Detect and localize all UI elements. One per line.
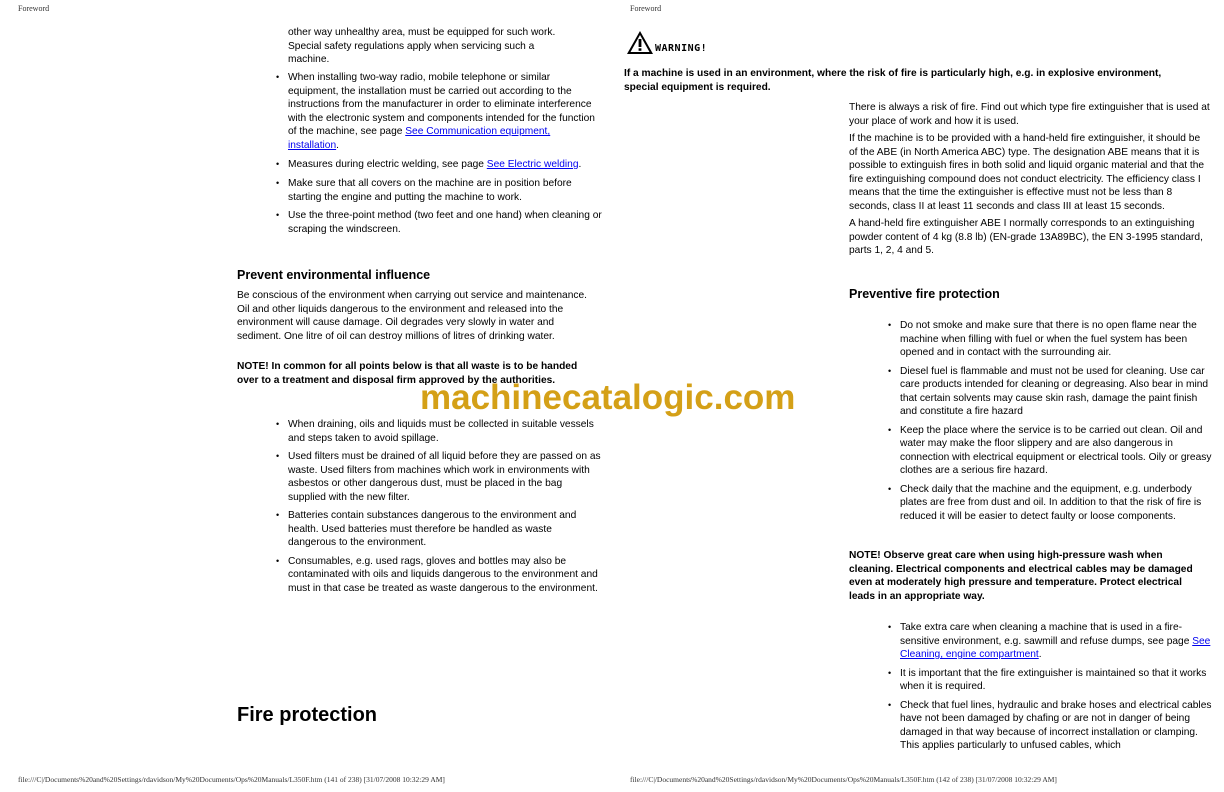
list-item: • When draining, oils and liquids must be collected in suitable vessels and steps taken to avoid spillage.	[276, 419, 594, 444]
warning-text: If a machine is used in an environment, where the risk of fire is particularly high, e.g. in explosive environment, special equipment is required.	[624, 68, 1162, 93]
list-item: • Measures during electric welding, see page See Electric welding.	[276, 159, 582, 170]
preventive-bullet-list	[888, 319, 1212, 528]
cleaning-engine-compartment-link[interactable]: See Cleaning, engine compartment	[900, 635, 1211, 660]
paragraph: If the machine is to be provided with a hand-held fire extinguisher, it should be of the ABE (in North America ABC) type. The designation ABE means that it is possible to extinguish fires in both solid and liquid organic material and that the fire extinguishing compound does not conduct electricity. The efficiency class I means that the time the extinguisher is effective must not be less than 8 seconds, class II at least 11 seconds and class III at least 15 seconds.	[849, 133, 1205, 212]
environment-paragraph: Be conscious of the environment when carrying out service and maintenance. Oil and other liquids dangerous to the environment and released into the environment will cause damage. Oil degrades very slowly in water and sediment. One litre of oil can destroy millions of litres of drinking water.	[237, 290, 587, 342]
list-item: • Do not smoke and make sure that there is no open flame near the machine when filling with fuel or when the fuel system has been opened and in contact with the surrounding air.	[888, 320, 1197, 358]
waste-bullet-list	[276, 418, 602, 600]
page-footer: file:///C|/Documents%20and%20Settings/rdavidson/My%20Documents/Ops%20Manuals/L350F.htm (141 of 238) [31/07/2008 10:32:29 AM]	[18, 775, 445, 784]
page-header: Foreword	[18, 4, 50, 13]
paragraph: A hand-held fire extinguisher ABE I normally corresponds to an extinguishing powder content of 4 kg (8.8 lb) (EN-grade 13A89BC), the EN 3-1995 standard, parts 1, 2, 4 and 5.	[849, 218, 1203, 256]
list-item: • It is important that the fire extinguisher is maintained so that it works when it is required.	[888, 667, 1207, 692]
list-item: • Use the three-point method (two feet and one hand) when cleaning or scraping the windscreen.	[276, 210, 602, 235]
safety-bullet-list	[276, 71, 602, 241]
list-item: • Diesel fuel is flammable and must not be used for cleaning. Use car care products intended for cleaning or degreasing. Also bear in mind that certain solvents may cause skin rash, damage the paint finish and constitute a fire hazard	[888, 365, 1209, 417]
intro-line: Special safety regulations apply when servicing such a	[288, 40, 535, 52]
list-item: • Used filters must be drained of all liquid before they are passed on as waste. Used filters from machines which work in environments with asbestos or other dangerous dust, must be placed in the bag supplied with the new filter.	[276, 451, 601, 503]
communication-equipment-link[interactable]: See Communication equipment, installation	[288, 126, 551, 151]
environment-note: NOTE! In common for all points below is that all waste is to be handed over to a treatment and disposal firm approved by the authorities.	[237, 361, 578, 386]
page-header: Foreword	[630, 4, 662, 13]
list-item: • Take extra care when cleaning a machine that is used in a fire-sensitive environment, e.g. sawmill and refuse dumps, see page See Cleaning, engine compartment.	[888, 622, 1211, 660]
paragraph: There is always a risk of fire. Find out which type fire extinguisher that is used at your place of work and how it is used.	[849, 102, 1210, 127]
fire-extinguisher-text	[849, 101, 1211, 258]
list-item: • When installing two-way radio, mobile telephone or similar equipment, the installation must be carried out according to the instructions from the manufacturer in order to eliminate interference with the electronic system and components intended for the function of the machine, see page See Communication equipment, installation.	[276, 72, 595, 151]
watermark: machinecatalogic.com	[420, 378, 796, 417]
intro-line: other way unhealthy area, must be equipped for such work.	[288, 27, 556, 38]
warning-triangle-icon	[626, 30, 654, 55]
section-title: Fire protection	[237, 704, 378, 726]
section-heading: Prevent environmental influence	[237, 268, 431, 282]
list-item: • Keep the place where the service is to be carried out clean. Oil and water may make the floor slippery and are also dangerous in connection with electrical equipment or electrical tools. Oily or greasy clothes are a serious fire hazard.	[888, 424, 1212, 476]
intro-text	[288, 26, 608, 67]
page-footer: file:///C|/Documents%20and%20Settings/rdavidson/My%20Documents/Ops%20Manuals/L350F.htm (142 of 238) [31/07/2008 10:32:29 AM]	[630, 775, 1057, 784]
list-item: • Check daily that the machine and the equipment, e.g. underbody plates are free from dust and oil. In addition to that the risk of fire is reduced it will be easier to detect faulty or loose components.	[888, 483, 1202, 522]
warning-banner	[626, 30, 707, 55]
warning-label: WARNING!	[655, 43, 708, 54]
intro-line: machine.	[288, 54, 330, 65]
list-item: • Batteries contain substances dangerous to the environment and health. Used batteries must therefore be handled as waste dangerous to the environment.	[276, 510, 577, 548]
list-item: • Consumables, e.g. used rags, gloves and bottles may also be contaminated with oils and liquids dangerous to the environment and must in that case be treated as waste dangerous to the environment.	[276, 555, 598, 594]
pressure-wash-note: NOTE! Observe great care when using high-pressure wash when cleaning. Electrical components and electrical cables may be damaged even at moderately high pressure and temperature. Protect electrical leads in an appropriate way.	[849, 550, 1193, 602]
section-heading: Preventive fire protection	[849, 287, 1000, 301]
cleaning-bullet-list	[888, 621, 1212, 758]
electric-welding-link[interactable]: See Electric welding	[486, 159, 579, 170]
list-item: • Make sure that all covers on the machine are in position before starting the engine and putting the machine to work.	[276, 178, 572, 203]
list-item: • Check that fuel lines, hydraulic and brake hoses and electrical cables have not been damaged by chafing or are not in danger of being damaged in that way because of incorrect installation or clamping. This applies particularly to unfused cables, which	[888, 699, 1212, 751]
